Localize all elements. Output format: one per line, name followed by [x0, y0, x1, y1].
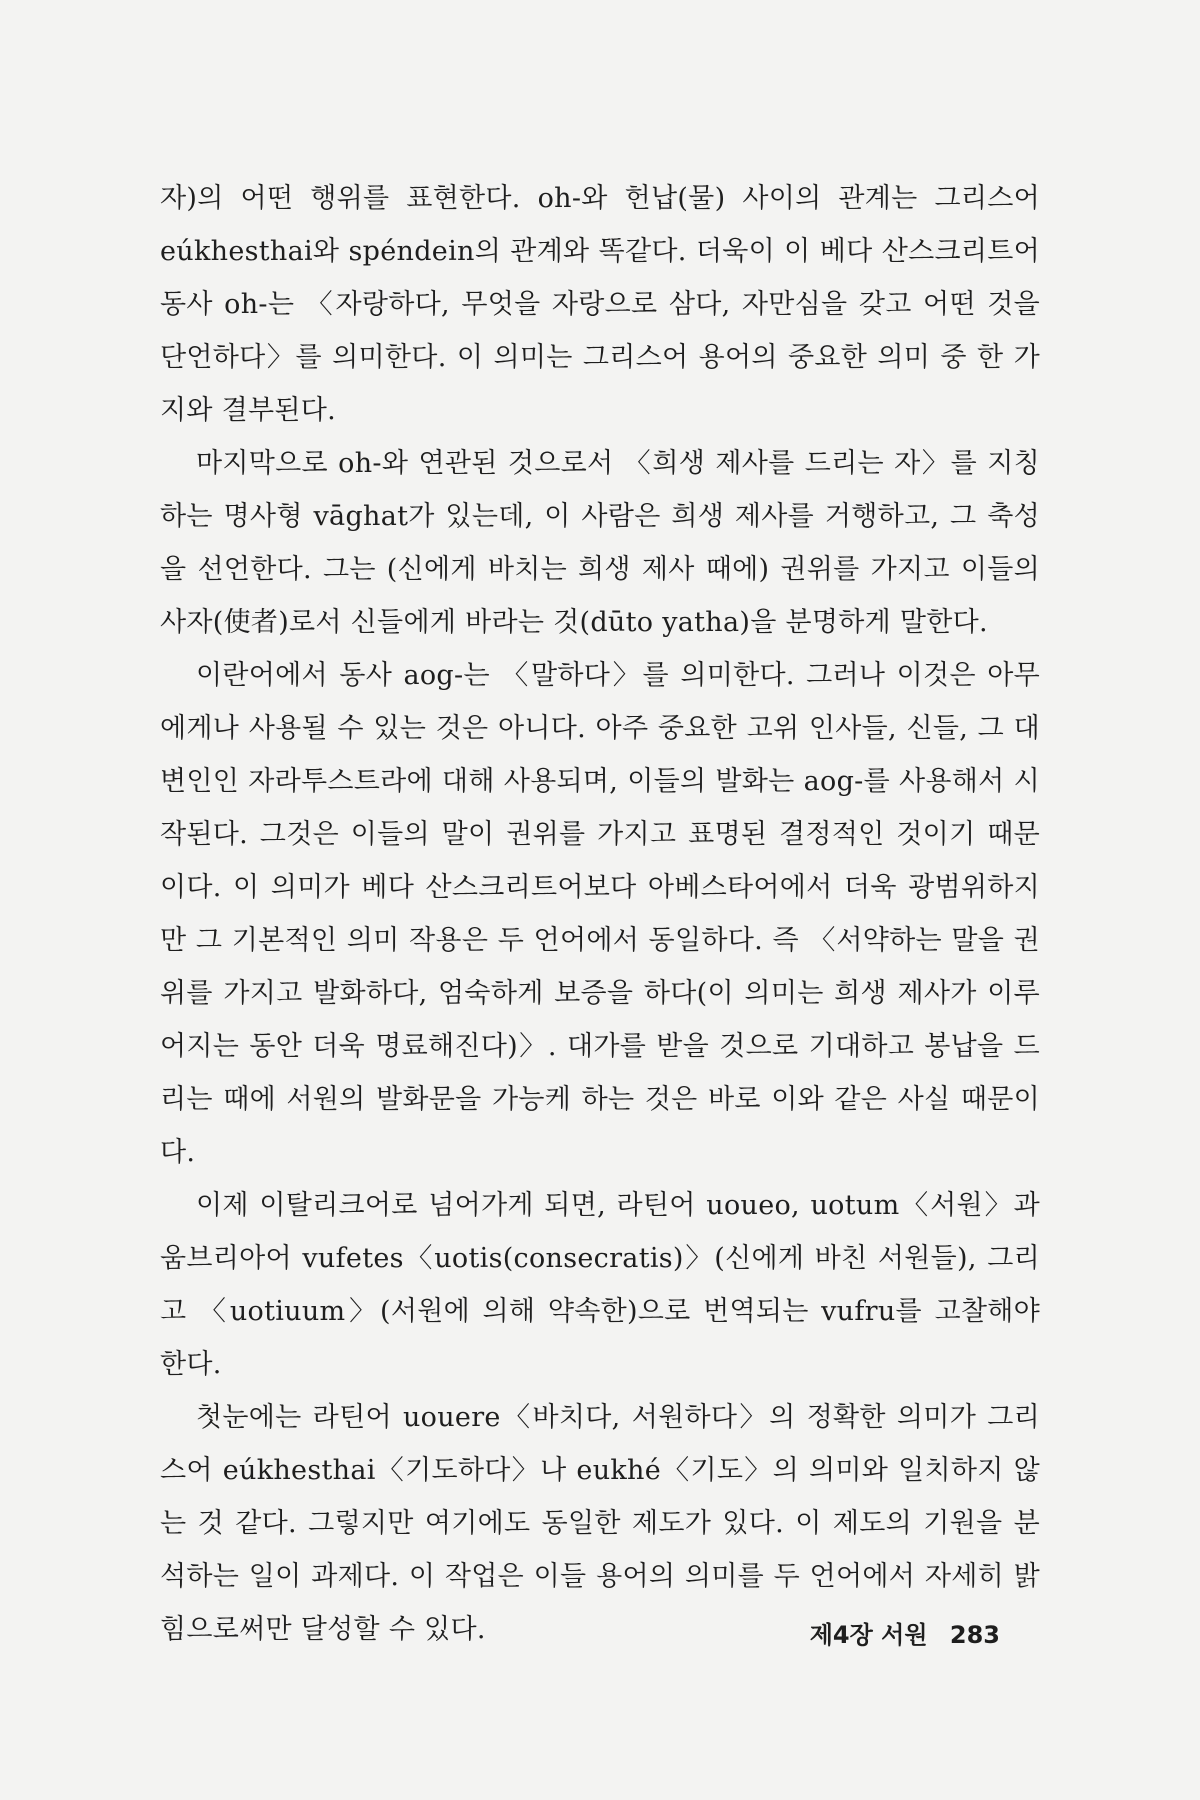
chapter-title: 제4장 서원: [809, 1621, 928, 1649]
paragraph-4: 이제 이탈리크어로 넘어가게 되면, 라틴어 uoueo, uotum〈서원〉과 움브리아어 vufetes〈uotis(consecratis)〉(신에게 바친 서원들), 그리고 〈uotiuum〉(서원에 의해 약속한)으로 번역되는 vufru를 고찰해야 한다.: [160, 1190, 1040, 1380]
paragraph-2: 마지막으로 oh-와 연관된 것으로서 〈희생 제사를 드리는 자〉를 지칭하는 명사형 vāghat가 있는데, 이 사람은 희생 제사를 거행하고, 그 축성을 선언한다. 그는 (신에게 바치는 희생 제사 때에) 권위를 가지고 이들의 사자(使者)로서 신들에게 바라는 것(dūto yatha)을 분명하게 말한다.: [160, 448, 1040, 638]
page-number: 283: [949, 1621, 1000, 1649]
running-footer: [810, 1615, 1000, 1650]
paragraph-1: 자)의 어떤 행위를 표현한다. oh-와 헌납(물) 사이의 관계는 그리스어 eúkhesthai와 spéndein의 관계와 똑같다. 더욱이 이 베다 산스크리트어 동사 oh-는 〈자랑하다, 무엇을 자랑으로 삼다, 자만심을 갖고 어떤 것을 단언하다〉를 의미한다. 이 의미는 그리스어 용어의 중요한 의미 중 한 가지와 결부된다.: [160, 183, 1040, 426]
body-text: [160, 172, 1040, 1656]
paragraph-5: 첫눈에는 라틴어 uouere〈바치다, 서원하다〉의 정확한 의미가 그리스어 eúkhesthai〈기도하다〉나 eukhé〈기도〉의 의미와 일치하지 않는 것 같다. 그렇지만 여기에도 동일한 제도가 있다. 이 제도의 기원을 분석하는 일이 과제다. 이 작업은 이들 용어의 의미를 두 언어에서 자세히 밝힘으로써만 달성할 수 있다.: [160, 1402, 1040, 1645]
paragraph-3: 이란어에서 동사 aog-는 〈말하다〉를 의미한다. 그러나 이것은 아무에게나 사용될 수 있는 것은 아니다. 아주 중요한 고위 인사들, 신들, 그 대변인인 자라투스트라에 대해 사용되며, 이들의 발화는 aog-를 사용해서 시작된다. 그것은 이들의 말이 권위를 가지고 표명된 결정적인 것이기 때문이다. 이 의미가 베다 산스크리트어보다 아베스타어에서 더욱 광범위하지만 그 기본적인 의미 작용은 두 언어에서 동일하다. 즉 〈서약하는 말을 권위를 가지고 발화하다, 엄숙하게 보증을 하다(이 의미는 희생 제사가 이루어지는 동안 더욱 명료해진다)〉. 대가를 받을 것으로 기대하고 봉납을 드리는 때에 서원의 발화문을 가능케 하는 것은 바로 이와 같은 사실 때문이다.: [160, 660, 1040, 1168]
